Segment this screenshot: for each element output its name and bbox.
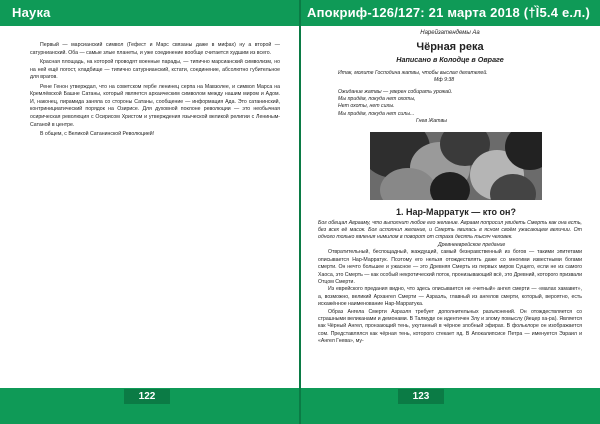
article-author: Нарейзатендемы Аа — [420, 30, 480, 36]
page-number-left: 122 — [124, 389, 170, 404]
body-paragraph: Из еврейского предания видно, что здесь описывается не «четный» ангел смерти — «малах хамавет», а, возможно, великий Архангел Смерти — Азраэль, главный из ангелов смерти, который, вероятно, есть искажённое наименование Нар-Марратука. — [318, 286, 582, 308]
poem-line: Мы придём, покуда нет охоты, — [338, 96, 416, 103]
quote-source: Древнееврейское предание — [438, 241, 506, 248]
poem-line: Нет охоты, нет силы. — [338, 103, 395, 110]
right-page-column — [318, 28, 582, 346]
left-page-column — [30, 42, 280, 140]
left-paragraph: В общем, с Великой Сатанинской Революцией! — [40, 130, 155, 137]
epigraph-source: Мф 9:38 — [434, 77, 455, 84]
epigraph — [338, 70, 558, 85]
epigraph-text: Итак, молите Господина жатвы, чтобы выслал делателей. — [338, 69, 488, 76]
poem-line: Мы придём, покуда нет силы... — [338, 110, 415, 117]
left-paragraph: Красная площадь, на которой проводят военные парады, — типично марсианский символизм, но на ней ещё погост, кладбище — типично сатурнианский, кстати, соединение, абсолютно губительное для врагов. — [30, 58, 280, 81]
poem-source: Гнев Жатвы — [416, 118, 447, 125]
body-paragraph: Образ Ангела Смерти Азраэля требует дополнительных разъяснений. Он отождествляется со страшными великанами и демонами. В Талмуде он идентичен Злу и злому помыслу (йецер ха-ра). Является как Чёрный Ангел, пронзающий тень, укутанный в чёрное злобный эфирах. В фольклоре он изображается сом. Представлялся как чёрная тень, которого стекает яд. В Апокалипсисе Петра — именуется Эзраил и «Ангел Гнева», му- — [318, 308, 582, 345]
page-gutter — [299, 0, 301, 424]
left-paragraph: Первый — марсианский символ (Гефест и Марс связаны даже в мифах) ну а второй — сатурнианский. Оба — самые злые планеты, и уже соединение вообще считается худшим из всего. — [30, 42, 280, 56]
section-heading-left: Наука — [12, 5, 51, 20]
body-paragraph: Отвратительный, беспощадный, жаждущий, самый безнравственный из богов — такими эпитетами описывается Нар-Марратук. Поэтому его нельзя отождествлять даже со многими известными богами смерти. Он нечто большее и ужасное — это Древняя Смерть из первых миров Сущего, если не из самого Хаоса, это Смерть — как особый некротический поток, пронизывающий всё, это Древний, которого призвали Отцом Смерти. — [318, 249, 582, 285]
article-photo — [370, 132, 542, 200]
quote-text: Бог обещал Аврааму, что выполнит любое его желание. Авраам попросил увидеть Смерть как она есть, без всех её масок. Бог исполнил желание, и Смерть явилась в ясном своём ужасающем величии. От одного только явления нимилом в поворот от страха десять тысяч человек. — [318, 219, 582, 241]
poem — [338, 89, 558, 126]
article-body — [318, 249, 582, 345]
section-title: 1. Нар-Марратук — кто он? — [396, 206, 516, 217]
article-subtitle: Написано в Колодце в Овраге — [396, 55, 504, 65]
page-number-right: 123 — [398, 389, 444, 404]
left-paragraph: Рене Генон утверждал, что на советском гербе ленинец серпа на Мавзолее, и символ Марса на Кремлёвской Башне Сатаны, который является архаическим символом между нашим миром и Адом. И, наконец, пирамида заняла со стороны Сатаны, сообщение — информация Ада. Это сатанинский, контринициатический порядок на Озирисе. Для духовной поклоне революции — это необычная осирическая революция с Осирисом Христом и утверждения языческой великой религии с Лениным-Сатаной в центре. — [30, 83, 280, 128]
issue-heading-right: Апокриф-126/127: 21 марта 2018 (†Ȉ5.4 е.л.) — [306, 5, 590, 20]
poem-line: Ожидание жатвы — уверен собирать урожай. — [338, 88, 453, 95]
article-title: Чёрная река — [416, 41, 484, 54]
